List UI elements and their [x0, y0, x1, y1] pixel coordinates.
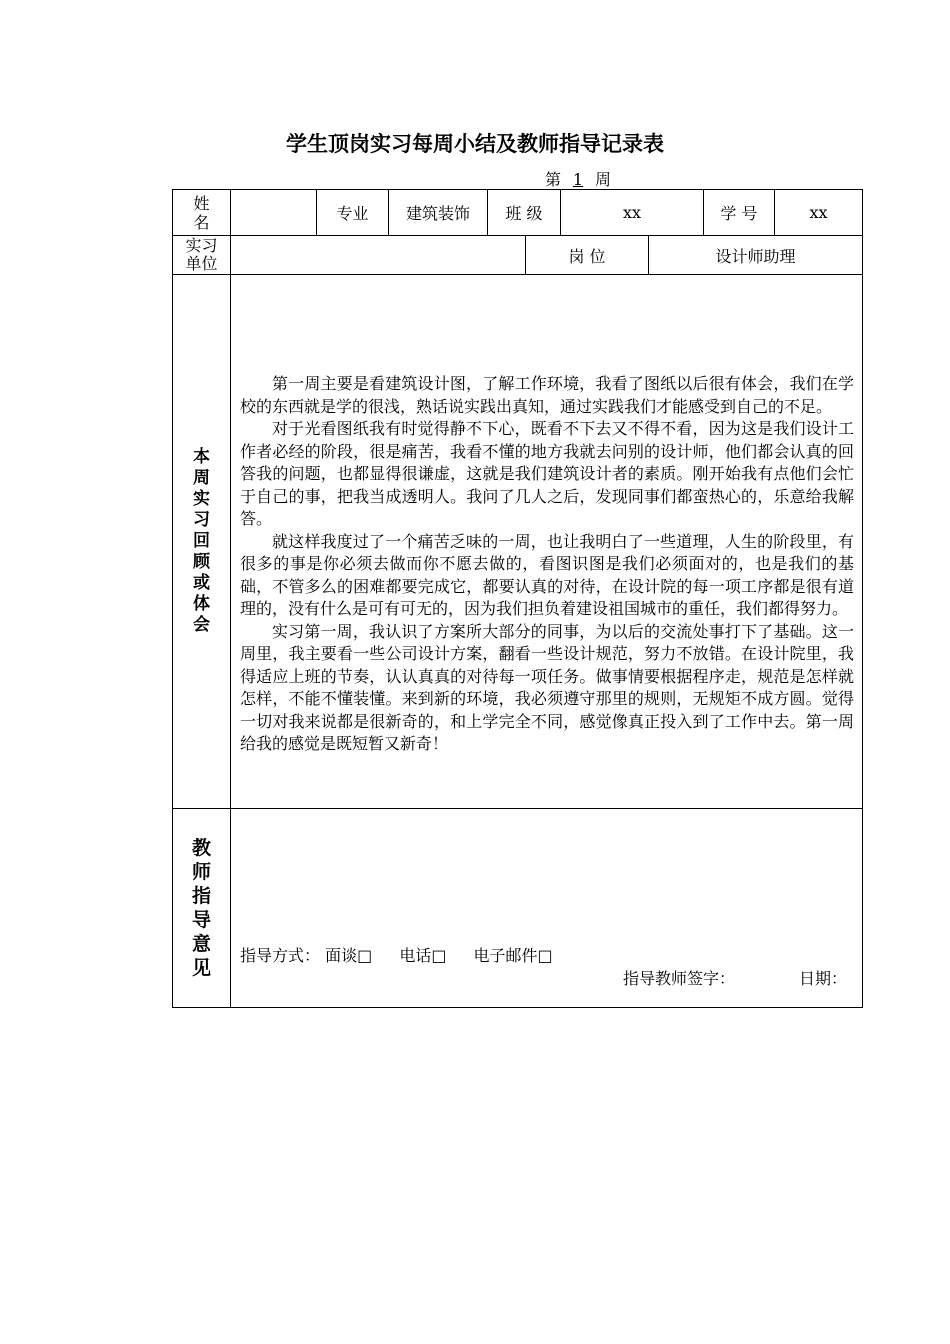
- unit-label: 实习单位: [173, 236, 231, 275]
- student-id-value[interactable]: xx: [775, 190, 863, 236]
- unit-value[interactable]: [231, 236, 526, 275]
- teacher-signature-label: 指导教师签字：: [623, 969, 736, 988]
- method-option-phone[interactable]: 电话□: [399, 946, 447, 965]
- method-option-email[interactable]: 电子邮件□: [473, 946, 553, 965]
- name-label: 姓名: [173, 190, 231, 236]
- class-value[interactable]: xx: [561, 190, 704, 236]
- method-label: 指导方式：: [240, 946, 321, 965]
- info-row-2: [173, 236, 863, 275]
- guidance-row: [173, 809, 863, 1008]
- post-label: 岗 位: [526, 236, 649, 275]
- week-number: 1: [572, 170, 584, 189]
- info-row-1: [173, 190, 863, 236]
- student-id-label: 学 号: [704, 190, 775, 236]
- guidance-label: 教师指导意见: [173, 809, 231, 1008]
- major-label: 专业: [317, 190, 389, 236]
- review-paragraph-2: 对于光看图纸我有时觉得静不下心，既看不下去又不得不看，因为这是我们设计工作者必经的阶段，很是痛苦，我看不懂的地方我就去问别的设计师，他们都会认真的回答我的问题，也都显得很谦虚，这就是我们建筑设计者的素质。刚开始我有点他们会忙于自己的事，把我当成透明人。我问了几人之后，发现同事们都蛮热心的，乐意给我解答。: [240, 419, 855, 529]
- week-indicator: [545, 167, 611, 190]
- date-label: 日期：: [799, 969, 848, 988]
- review-row: [173, 275, 863, 809]
- review-content[interactable]: [231, 275, 863, 809]
- method-option-interview[interactable]: 面谈□: [325, 946, 373, 965]
- review-paragraph-4: 实习第一周，我认识了方案所大部分的同事，为以后的交流处事打下了基础。这一周里，我主要看一些公司设计方案，翻看一些设计规范，努力不放错。在设计院里，我得适应上班的节奏，认认真真的对待每一项任务。做事情要根据程序走，规范是怎样就怎样，不能不懂装懂。来到新的环境，我必须遵守那里的规则，无规矩不成方圆。觉得一切对我来说都是很新奇的，和上学完全不同，感觉像真正投入到了工作中去。第一周给我的感觉是既短暂又新奇！: [240, 621, 855, 754]
- guidance-content[interactable]: [231, 809, 863, 1008]
- major-value[interactable]: 建筑装饰: [389, 190, 488, 236]
- guidance-methods: [240, 943, 575, 966]
- name-value[interactable]: [231, 190, 317, 236]
- review-essay: [231, 327, 862, 756]
- class-label: 班 级: [488, 190, 561, 236]
- review-paragraph-3: 就这样我度过了一个痛苦乏味的一周，也让我明白了一些道理，人生的阶段里，有很多的事是你必须去做而你不愿去做的，看图识图是我们必须面对的，也是我们的基础，不管多么的困难都要完成它，都要认真的对待，在设计院的每一项工序都是很有道理的，没有什么是可有可无的，因为我们担负着建设祖国城市的重任，我们都得努力。: [240, 531, 855, 619]
- page-title: 学生顶岗实习每周小结及教师指导记录表: [286, 132, 664, 156]
- record-form-table: [172, 189, 863, 1008]
- review-paragraph-1: 第一周主要是看建筑设计图，了解工作环境，我看了图纸以后很有体会，我们在学校的东西就是学的很浅，熟话说实践出真知，通过实践我们才能感受到自己的不足。: [240, 374, 855, 416]
- post-value[interactable]: 设计师助理: [649, 236, 863, 275]
- week-suffix: 周: [595, 170, 612, 189]
- review-label: 本周实习回顾或体会: [173, 275, 231, 809]
- week-prefix: 第: [545, 170, 562, 189]
